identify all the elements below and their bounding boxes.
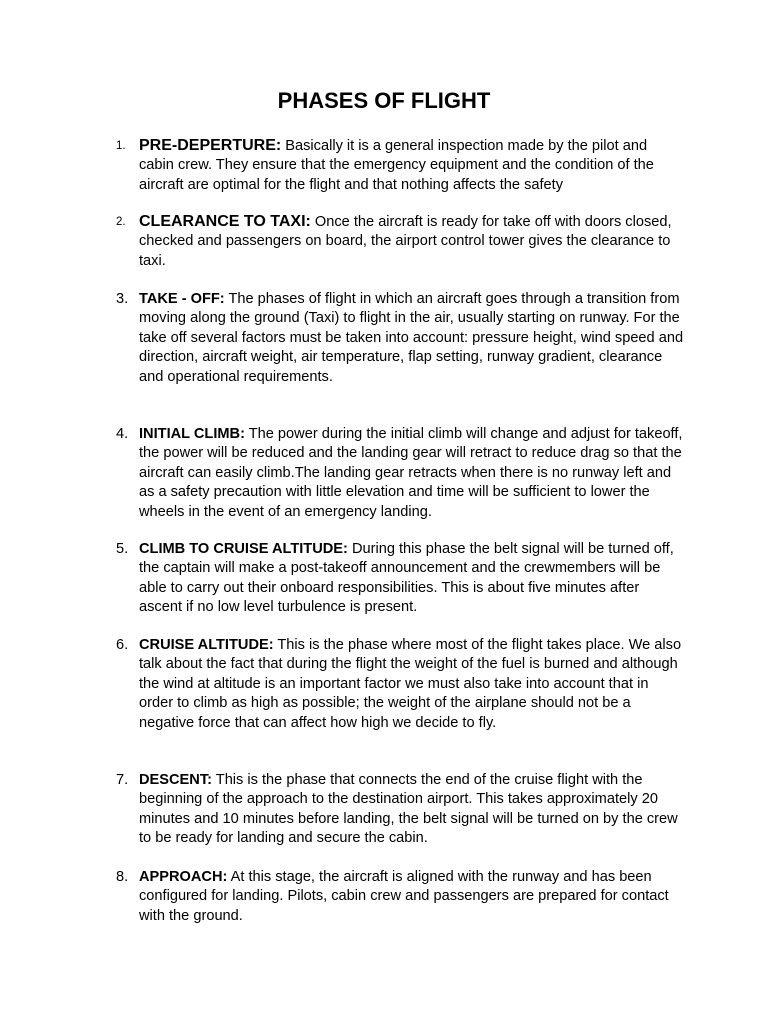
list-item-descent (116, 771, 684, 849)
list-item-number: 1. (116, 140, 126, 152)
list-item-number: 3. (116, 291, 129, 307)
list-item-text: This is the phase where most of the flight takes place. We also talk about the fact that during the flight the weight of the fuel is burned and although the wind at altitude is an important factor we must also take into account that in order to climb as high as possible; the weight of the airplane should not be a negative force that can affect how high we decide to fly. (139, 637, 682, 731)
list-item-term: CRUISE ALTITUDE: (139, 637, 274, 653)
list-item-term: APPROACH: (139, 869, 228, 885)
list-item-term: CLIMB TO CRUISE ALTITUDE: (139, 541, 348, 557)
list-item-climb-to-cruise-altitude (116, 540, 684, 618)
list-item-cruise-altitude (116, 636, 684, 733)
list-item-text: The phases of flight in which an aircraft goes through a transition from moving along the ground (Taxi) to flight in the air, usually starting on runway. For the take off several factors must be taken into account: pressure height, wind speed and direction, aircraft weight, air temperature, flap setting, runway gradient, clearance and operational requirements. (139, 291, 684, 385)
list-item-number: 5. (116, 541, 129, 557)
list-item-text: Once the aircraft is ready for take off with doors closed, checked and passengers on board, the airport control tower gives the clearance to taxi. (139, 214, 672, 269)
list-item-take-off (116, 290, 684, 387)
list-item-text: During this phase the belt signal will be turned off, the captain will make a post-takeoff announcement and the crewmembers will be able to carry out their onboard responsibilities. This is about five minutes after ascent if no low level turbulence is present. (139, 541, 674, 616)
list-item-term: PRE-DEPERTURE: (139, 137, 282, 154)
list-item-pre-departure (116, 136, 684, 195)
list-item-initial-climb (116, 425, 684, 522)
list-item-term: TAKE - OFF: (139, 291, 225, 307)
list-item-number: 2. (116, 216, 126, 228)
list-item-text: The power during the initial climb will change and adjust for takeoff, the power will be reduced and the landing gear will retract to reduce drag so that the aircraft can easily climb.The landing gear retracts when there is no runway left and as a safety precaution with little elevation and time will be sufficient to lower the wheels in the event of an emergency landing. (139, 426, 683, 520)
list-item-approach (116, 868, 684, 926)
list-item-text: At this stage, the aircraft is aligned with the runway and has been configured for landing. Pilots, cabin crew and passengers are prepared for contact with the ground. (139, 869, 669, 924)
list-item-number: 8. (116, 869, 129, 885)
list-item-text: This is the phase that connects the end of the cruise flight with the beginning of the approach to the destination airport. This takes approximately 20 minutes and 10 minutes before landing, the belt signal will be turned on by the crew to be ready for landing and secure the cabin. (139, 772, 678, 847)
list-item-term: DESCENT: (139, 772, 212, 788)
list-item-number: 6. (116, 637, 129, 653)
list-item-text: Basically it is a general inspection made by the pilot and cabin crew. They ensure that the emergency equipment and the condition of the aircraft are optimal for the flight and that nothing affects the safety (139, 138, 654, 193)
list-item-clearance-to-taxi (116, 212, 684, 271)
page-title: PHASES OF FLIGHT (277, 88, 491, 113)
list-item-term: CLEARANCE TO TAXI: (139, 213, 311, 230)
list-item-number: 7. (116, 772, 129, 788)
list-item-number: 4. (116, 426, 129, 442)
list-item-term: INITIAL CLIMB: (139, 426, 245, 442)
